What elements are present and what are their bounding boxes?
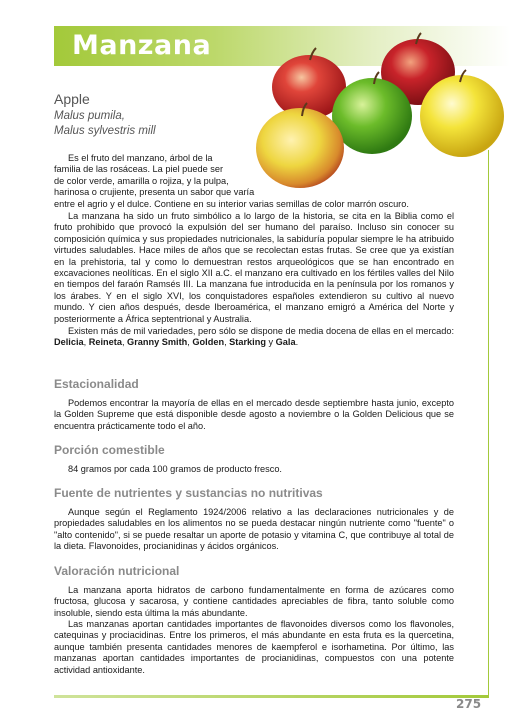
english-name: Apple (54, 91, 90, 107)
variety: Golden (192, 337, 225, 348)
scientific-name-1: Malus pumila, (54, 110, 125, 122)
value-paragraph-1: La manzana aporta hidratos de carbono fundamentalmente en forma de azúcares como fructosa, glucosa y sacarosa, y contiene cantidades apreciables de fibra, tanto soluble como insoluble, siendo esta última la más abundante. (54, 585, 454, 618)
variety: Delicia (54, 337, 84, 348)
portion-paragraph: 84 gramos por cada 100 gramos de producto fresco. (68, 464, 282, 474)
season-paragraph: Podemos encontrar la mayoría de ellas en el mercado desde septiembre hasta junio, excepto la Golden Supreme que está disponible desde agosto a noviembre o la Golden Delicious que se encuentra prácticamente todo el año. (54, 398, 454, 431)
scientific-name-2: Malus sylvestris mill (54, 125, 156, 137)
variety: Reineta (88, 337, 122, 348)
variety: Starking (229, 337, 266, 348)
section-heading-season: Estacionalidad (54, 377, 139, 391)
intro-line: Es el fruto del manzano, árbol de la (68, 153, 213, 163)
source-paragraph: Aunque según el Reglamento 1924/2006 relativo a las declaraciones nutricionales y de propiedades saludables en los alimentos no se pueda destacar ningún nutriente como "fuente" o "alto contenido", si se puede resaltar un aporte de potasio y vitamina C, que contribuye al total de la dieta. Flavonoides, procianidinas y ácidos orgánicos. (54, 507, 454, 552)
right-margin-rule (488, 150, 489, 695)
intro-wrap (54, 153, 259, 199)
green-apple (332, 78, 412, 154)
page-title: Manzana (72, 30, 212, 61)
variety: Gala (275, 337, 296, 348)
yellow-red-apple (256, 108, 344, 188)
varieties-paragraph: Existen más de mil variedades, pero sólo se dispone de media docena de ellas en el mercado: Delicia, Reineta, Granny Smith, Golden, Starking y Gala. (54, 326, 454, 348)
section-heading-portion: Porción comestible (54, 443, 165, 457)
value-paragraph-2: Las manzanas aportan cantidades importantes de flavonoides diversos como los flavonoles, catequinas y prociacidinas. Entre los primeros, el más abundante en esta fruta es la quercetina, aunque también presenta cantidades menores de kaempferol e isorhametina. Por último, las manzanas aportan cantidades importantes de procianidinas, compuestos con una potente actividad antioxidante. (54, 619, 454, 675)
intro-line: harinosa o crujiente, presenta un sabor que varía (54, 187, 255, 198)
intro-line: de color verde, amarilla o rojiza, y la pulpa, (54, 175, 229, 186)
page-number: 275 (456, 697, 482, 711)
intro-line: familia de las rosáceas. La piel puede ser (54, 164, 224, 175)
section-heading-value: Valoración nutricional (54, 564, 180, 578)
yellow-apple (420, 75, 504, 157)
footer-rule (54, 695, 489, 698)
intro-tail: entre el agrio y el dulce. Contiene en su interior varias semillas de color marrón oscuro. (54, 199, 409, 209)
history-paragraph: La manzana ha sido un fruto simbólico a lo largo de la historia, se cita en la Biblia como el fruto prohibido que provocó la expulsión del ser humano del paraíso. Incluso sin conocer su composición química y sus propiedades nutricionales, la sabiduría popular siempre le ha atribuido virtudes saludables. Hace miles de años que se recolectan estas frutas. Se cree que ya existían en la prehistoria, tal y como lo demuestran restos arqueológicos que se han encontrado en excavaciones neolíticas. En el siglo XII a.C. el manzano era cultivado en los fértiles valles del Nilo en tiempos del faraón Ramsés III. La manzana fue introducida en la península por los romanos y los árabes. Y en el siglo XVI, los conquistadores españoles extendieron su cultivo al nuevo mundo. Y cien años después, desde Iberoamérica, el manzano emigró a América del Norte y posteriormente a África septentrional y Australia. (54, 211, 454, 324)
section-heading-source: Fuente de nutrientes y sustancias no nutritivas (54, 486, 323, 500)
variety: Granny Smith (127, 337, 188, 348)
apples-photo (252, 30, 510, 195)
